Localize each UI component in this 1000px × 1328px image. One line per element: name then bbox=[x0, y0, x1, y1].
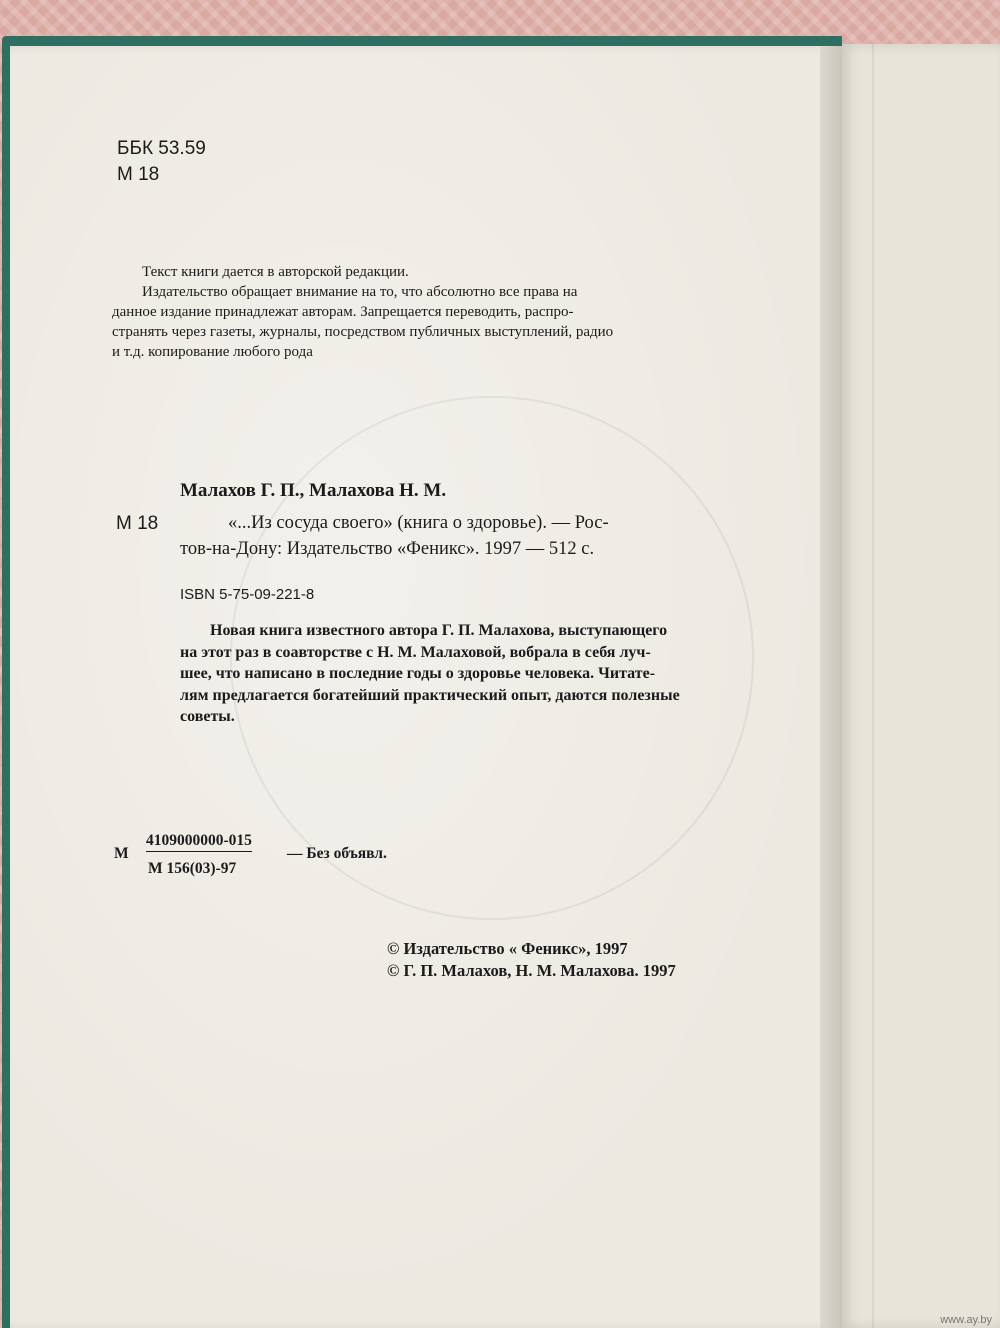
note-line: Текст книги дается в авторской редакции. bbox=[142, 264, 409, 280]
note-rights-line: данное издание принадлежат авторам. Запрещается переводить, распро- bbox=[112, 304, 574, 320]
annotation-line: на этот раз в соавторстве с Н. М. Малаховой, вобрала в себя луч- bbox=[180, 643, 651, 661]
price-numerator-text: 4109000000-015 bbox=[146, 832, 252, 852]
annotation-line: шее, что написано в последние годы о здоровье человека. Читате- bbox=[180, 665, 656, 682]
book-gutter bbox=[820, 46, 844, 1328]
bib-authors: Малахов Г. П., Малахова Н. М. bbox=[180, 480, 447, 501]
facing-page bbox=[842, 44, 1000, 1328]
isbn: ISBN 5-75-09-221-8 bbox=[180, 586, 315, 603]
bib-publisher-line: тов-на-Дону: Издательство «Феникс». 1997 — 512 с. bbox=[180, 539, 595, 559]
note-rights-line: и т.д. копирование любого рода bbox=[112, 344, 313, 360]
price-numerator bbox=[146, 832, 252, 852]
copyright-publisher: © Издательство « Феникс», 1997 bbox=[387, 939, 628, 958]
author-mark-code: М 18 bbox=[117, 164, 160, 185]
price-denominator: М 156(03)-97 bbox=[148, 860, 237, 877]
annotation-line: Новая книга известного автора Г. П. Малахова, выступающего bbox=[210, 622, 668, 639]
annotation-line: лям предлагается богатейший практический опыт, даются полезные bbox=[180, 686, 680, 704]
bib-title-line: «...Из сосуда своего» (книга о здоровье). — Рос- bbox=[228, 513, 609, 533]
bbk-code: ББК 53.59 bbox=[117, 138, 206, 159]
bib-code: М 18 bbox=[116, 513, 159, 534]
site-watermark: www.ay.by bbox=[940, 1314, 992, 1326]
editorial-note bbox=[112, 262, 762, 362]
page-edge bbox=[872, 44, 874, 1328]
copyright-authors: © Г. П. Малахов, Н. М. Малахова. 1997 bbox=[387, 961, 676, 980]
price-suffix: — Без объявл. bbox=[287, 845, 387, 862]
note-rights-line: странять через газеты, журналы, посредством публичных выступлений, радио bbox=[112, 324, 614, 340]
price-prefix: М bbox=[114, 845, 129, 862]
annotation-line: советы. bbox=[180, 708, 235, 725]
note-rights-line: Издательство обращает внимание на то, что абсолютно все права на bbox=[142, 284, 578, 300]
annotation bbox=[180, 620, 780, 728]
